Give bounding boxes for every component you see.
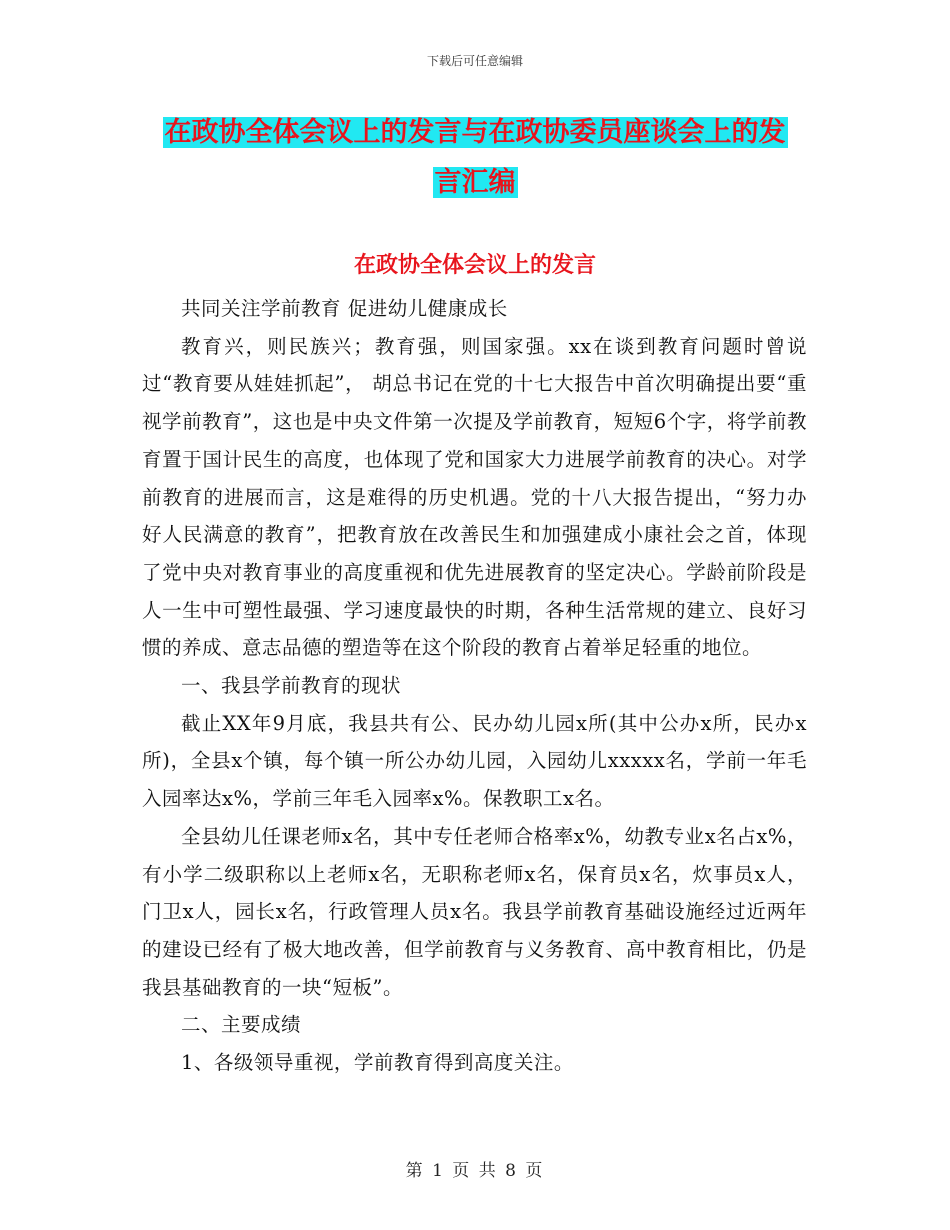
page-footer: 第 1 页 共 8 页 [405,1161,545,1181]
document-title [140,108,810,208]
header-note: 下载后可任意编辑 [426,54,523,68]
paragraph-intro: 教育兴，则民族兴；教育强，则国家强。xx在谈到教育问题时曾说过“教育要从娃娃抓起”， 胡总书记在党的十七大报告中首次明确提出要“重视学前教育”，这也是中央文件第一次提及学前教育，短短6个字，将学前教育置于国计民生的高度，也体现了党和国家大力进展学前教育的决心。对学前教育的进展而言，这是难得的历史机遇。党的十八大报告提出，“努力办好人民满意的教育”，把教育放在改善民生和加强建成小康社会之首，体现了党中央对教育事业的高度重视和优先进展教育的坚定决心。学龄前阶段是人一生中可塑性最强、学习速度最快的时期，各种生活常规的建立、良好习惯的养成、意志品德的塑造等在这个阶段的教育占着举足轻重的地位。 [142,334,807,660]
section-title: 在政协全体会议上的发言 [353,253,596,278]
paragraph-achievement-1: 1、各级领导重视，学前教育得到高度关注。 [181,1051,574,1075]
heading-current-status: 一、我县学前教育的现状 [181,674,402,698]
heading-achievements: 二、主要成绩 [181,1013,302,1037]
body-text [142,290,807,1082]
paragraph-subtitle: 共同关注学前教育 促进幼儿健康成长 [181,297,508,320]
document-title-line-2: 言汇编 [434,167,516,198]
paragraph-kindergarten-stats: 截止XX年9月底，我县共有公、民办幼儿园x所(其中公办x所，民办x所)，全县x个镇，每个镇一所公办幼儿园，入园幼儿xxxxx名，学前一年毛入园率达x%，学前三年毛入园率x%。保教职工x名。 [142,711,807,811]
paragraph-teacher-stats: 全县幼儿任课老师x名，其中专任老师合格率x%，幼教专业x名占x%，有小学二级职称以上老师x名，无职称老师x名，保育员x名，炊事员x人，门卫x人，园长x名，行政管理人员x名。我县学前教育基础设施经过近两年的建设已经有了极大地改善，但学前教育与义务教育、高中教育相比，仍是我县基础教育的一块“短板”。 [142,824,807,999]
document-title-line-1: 在政协全体会议上的发言与在政协委员座谈会上的发 [164,117,786,148]
